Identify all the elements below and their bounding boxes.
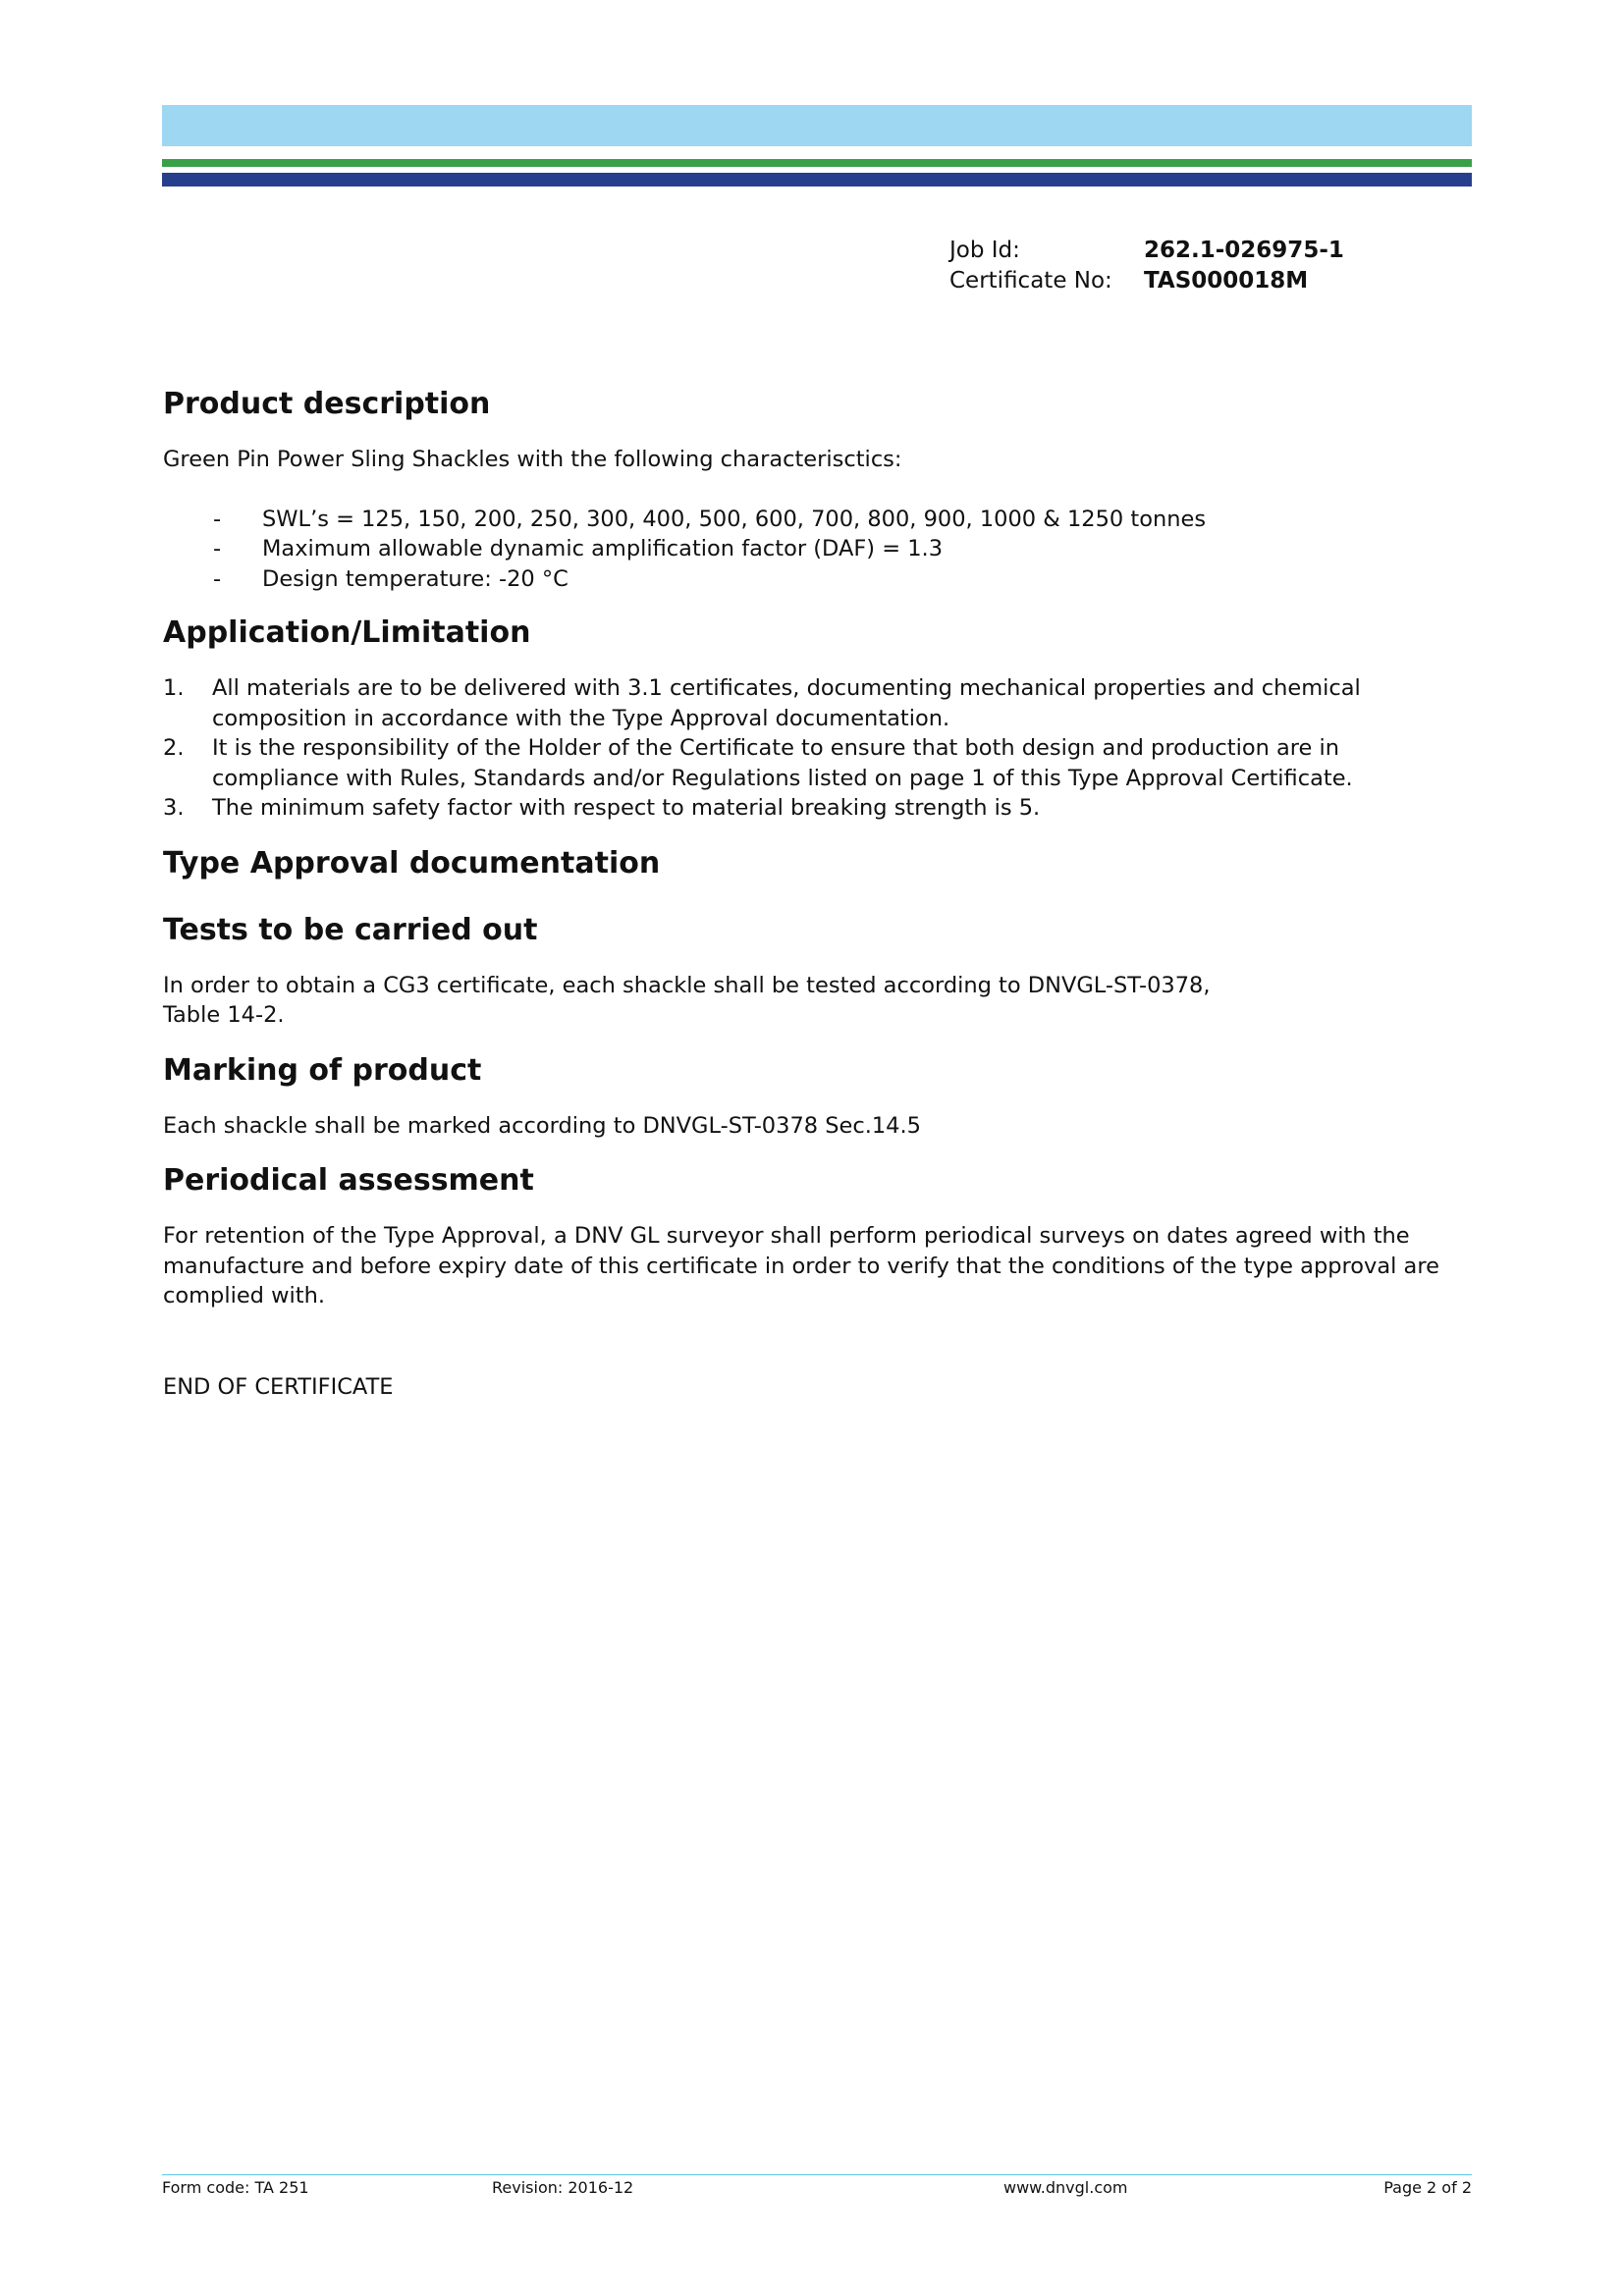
product-characteristics-list [163,505,1473,595]
bullet-dash: - [213,565,222,592]
marking-heading: Marking of product [163,1052,482,1088]
list-item-text: It is the responsibility of the Holder of the Certificate to ensure that both design and production are in compliance with Rules, Standards and/or Regulations listed on page 1 of this Type Approval Certificate. [212,735,1353,791]
header-band-green [162,159,1472,167]
marking-text: Each shackle shall be marked according to DNVGL-ST-0378 Sec.14.5 [163,1112,921,1139]
job-id-row [949,236,1344,266]
list-number: 2. [163,735,185,761]
tests-text-line-2: Table 14-2. [163,1002,285,1028]
job-id-label: Job Id: [949,238,1020,263]
job-id-value: 262.1-026975-1 [1144,238,1344,263]
form-code: Form code: TA 251 [162,2178,309,2197]
periodical-text: For retention of the Type Approval, a DNV GL surveyor shall perform periodical surveys on dates agreed with the manufacture and before expiry date of this certificate in order to verify that the conditions of the type approval are complied with. [163,1223,1439,1308]
footer-divider [162,2174,1472,2175]
header-band-light-blue [162,105,1472,146]
page-number: Page 2 of 2 [1383,2178,1472,2197]
end-of-certificate: END OF CERTIFICATE [163,1373,394,1400]
tests-text-line-1: In order to obtain a CG3 certificate, each shackle shall be tested according to DNVGL-ST-0378, [163,972,1211,998]
product-description-heading: Product description [163,387,491,421]
type-approval-documentation-heading: Type Approval documentation [163,845,661,881]
list-item [163,733,1473,793]
website-link[interactable]: www.dnvgl.com [1003,2178,1128,2197]
application-heading: Application/Limitation [163,615,531,650]
list-item-text: All materials are to be delivered with 3.1 certificates, documenting mechanical properties and chemical composition in accordance with the Type Approval documentation. [212,675,1361,731]
list-item [163,505,1473,535]
tests-heading: Tests to be carried out [163,912,538,947]
list-item [163,564,1473,595]
certificate-body [163,386,1473,1402]
list-item-text: The minimum safety factor with respect to material breaking strength is 5. [212,795,1041,821]
list-number: 3. [163,795,185,821]
list-item [163,673,1473,733]
bullet-dash: - [213,506,222,532]
list-item-text: Design temperature: -20 °C [262,565,568,592]
list-number: 1. [163,675,185,701]
product-description-intro: Green Pin Power Sling Shackles with the following characterisctics: [163,447,902,472]
list-item [163,793,1473,824]
revision: Revision: 2016-12 [492,2178,634,2197]
list-item-text: Maximum allowable dynamic amplification factor (DAF) = 1.3 [262,536,944,561]
list-item [163,534,1473,564]
certificate-no-value: TAS000018M [1144,268,1309,294]
page-footer [162,2178,1472,2200]
header-band-navy [162,173,1472,187]
list-item-text: SWL’s = 125, 150, 200, 250, 300, 400, 500, 600, 700, 800, 900, 1000 & 1250 tonnes [262,506,1207,532]
application-list [163,673,1473,824]
certificate-no-label: Certificate No: [949,268,1112,294]
certificate-no-row [949,266,1344,296]
bullet-dash: - [213,536,222,561]
periodical-heading: Periodical assessment [163,1163,534,1198]
certificate-meta [949,236,1344,296]
